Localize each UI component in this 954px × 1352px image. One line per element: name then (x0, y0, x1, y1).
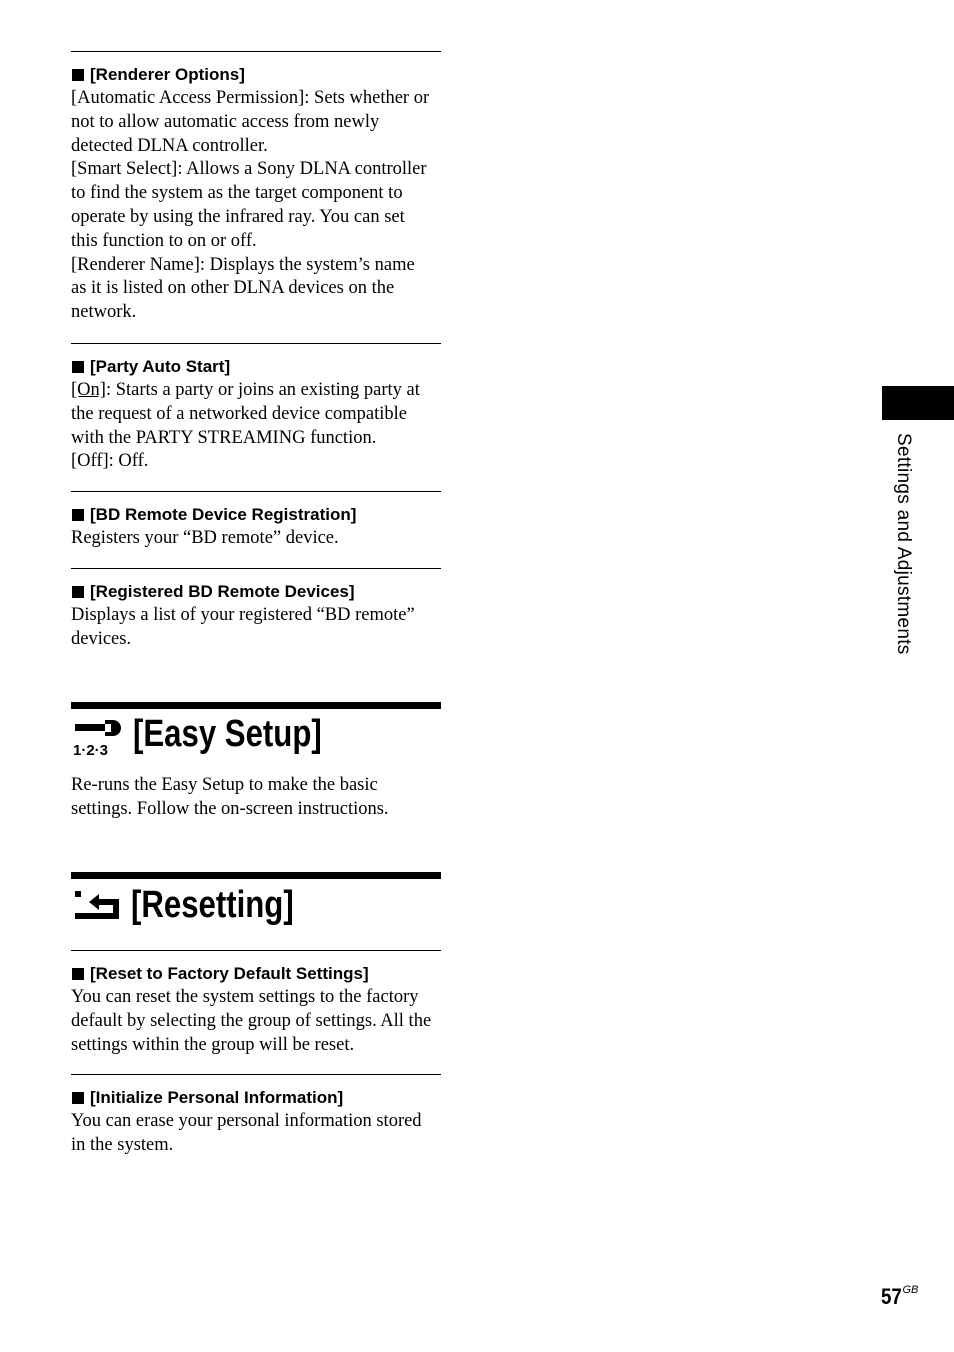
side-tab-label: Settings and Adjustments (893, 433, 914, 655)
section-body: You can erase your personal information stored in the system. (71, 1111, 422, 1155)
section-reset-factory-default (71, 962, 443, 1057)
bullet-square-icon (72, 1092, 84, 1104)
page-title: [Easy Setup] (133, 713, 322, 755)
icon-text: 1·2·3 (73, 742, 109, 757)
page-number (881, 1284, 918, 1310)
heading-bar (71, 702, 441, 709)
section-heading: [Initialize Personal Information] (90, 1088, 344, 1107)
section-body: Registers your “BD remote” device. (71, 528, 339, 548)
resetting-heading (71, 882, 329, 928)
section-registered-bd-remotes (71, 580, 443, 652)
bullet-square-icon (72, 69, 84, 81)
section-heading: [Registered BD Remote Devices] (90, 582, 355, 601)
section-body: You can reset the system settings to the factory default by selecting the group of settings. All the settings within the group will be reset. (71, 987, 432, 1055)
bullet-square-icon (72, 509, 84, 521)
divider (71, 491, 441, 492)
side-tab-marker (882, 386, 954, 420)
section-party-auto-start (71, 355, 443, 474)
divider (71, 950, 441, 951)
default-option: [On] (71, 380, 106, 400)
divider (71, 51, 441, 52)
wrench-123-icon (71, 711, 125, 757)
section-body: [Automatic Access Permission]: Sets whether or not to allow automatic access from newly detected DLNA controller. [Smart Select]: Allows a Sony DLNA controller to find the system as the target component to operate by using the infrared ray. You can set this function to on or off. [Renderer Name]: Displays the system’s name as it is listed on other DLNA devices on the network. (71, 88, 430, 323)
section-renderer-options (71, 63, 443, 325)
heading-bar (71, 872, 441, 879)
easy-setup-heading (71, 711, 363, 757)
page-number-suffix: GB (902, 1284, 919, 1296)
section-body: Displays a list of your registered “BD remote” devices. (71, 605, 415, 649)
section-initialize-personal-info (71, 1086, 443, 1158)
section-heading: [BD Remote Device Registration] (90, 505, 357, 524)
page-title: [Resetting] (131, 884, 294, 926)
section-heading: [Party Auto Start] (90, 357, 231, 376)
section-heading: [Renderer Options] (90, 65, 245, 84)
bullet-square-icon (72, 361, 84, 373)
bullet-square-icon (72, 586, 84, 598)
page-number-value: 57 (881, 1284, 902, 1309)
section-body: [On]: Starts a party or joins an existing party at the request of a networked device compatible with the PARTY STREAMING function. [Off]: Off. (71, 380, 420, 472)
reset-arrow-icon (71, 885, 123, 925)
easy-setup-body: Re-runs the Easy Setup to make the basic settings. Follow the on-screen instructions. (71, 775, 389, 819)
divider (71, 343, 441, 344)
section-heading: [Reset to Factory Default Settings] (90, 964, 369, 983)
bullet-square-icon (72, 968, 84, 980)
section-bd-remote-registration (71, 503, 443, 551)
divider (71, 1074, 441, 1075)
divider (71, 568, 441, 569)
